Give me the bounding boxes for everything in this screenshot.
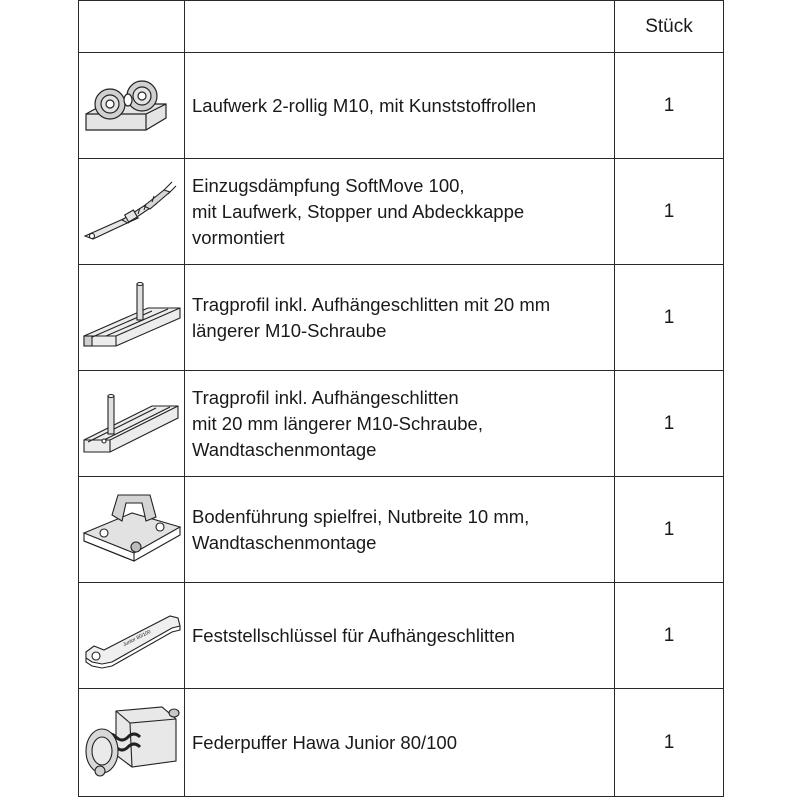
floor-guide-icon (82, 487, 182, 573)
item-description (185, 583, 615, 689)
item-image-cell (79, 477, 185, 583)
item-qty: 1 (615, 53, 724, 159)
item-qty: 1 (615, 477, 724, 583)
item-description (185, 689, 615, 797)
table-row (79, 265, 724, 371)
item-description (185, 53, 615, 159)
item-qty: 1 (615, 371, 724, 477)
item-description (185, 477, 615, 583)
table-header-row (79, 1, 724, 53)
parts-list-table (78, 0, 724, 797)
item-qty: 1 (615, 689, 724, 797)
item-image-cell (79, 583, 185, 689)
header-description-cell (185, 1, 615, 53)
item-image-cell (79, 159, 185, 265)
description-line: Tragprofil inkl. Aufhängeschlitten mit 20 mm (192, 293, 551, 315)
item-image-cell (79, 689, 185, 797)
description-line: Federpuffer Hawa Junior 80/100 (192, 731, 457, 753)
locking-wrench-icon (82, 596, 182, 676)
item-image-cell (79, 371, 185, 477)
table-row (79, 477, 724, 583)
table-row (79, 689, 724, 797)
header-qty-label: Stück (615, 1, 724, 53)
description-line: vormontiert (192, 226, 285, 248)
item-qty: 1 (615, 159, 724, 265)
description-line: mit 20 mm längerer M10-Schraube, (192, 412, 483, 434)
wrench-engraving: Junior 80/100 (121, 628, 152, 648)
item-qty: 1 (615, 265, 724, 371)
description-line: Feststellschlüssel für Aufhängeschlitten (192, 624, 515, 646)
item-qty: 1 (615, 583, 724, 689)
description-line: Bodenführung spielfrei, Nutbreite 10 mm, (192, 505, 530, 527)
table-row (79, 53, 724, 159)
soft-close-damper-icon (82, 172, 182, 252)
table-row (79, 583, 724, 689)
table-row (79, 371, 724, 477)
description-line: Laufwerk 2-rollig M10, mit Kunststoffrollen (192, 94, 537, 116)
support-profile-wall-icon (82, 384, 182, 464)
description-line: längerer M10-Schraube (192, 319, 387, 341)
description-line: Tragprofil inkl. Aufhängeschlitten (192, 386, 459, 408)
description-line: Einzugsdämpfung SoftMove 100, (192, 174, 465, 196)
item-description (185, 265, 615, 371)
item-image-cell (79, 53, 185, 159)
item-image-cell (79, 265, 185, 371)
description-line: mit Laufwerk, Stopper und Abdeckkappe (192, 200, 525, 222)
support-profile-icon (82, 278, 182, 358)
item-description (185, 159, 615, 265)
header-image-cell (79, 1, 185, 53)
description-line: Wandtaschenmontage (192, 438, 377, 460)
spring-buffer-icon (82, 697, 182, 789)
description-line: Wandtaschenmontage (192, 531, 377, 553)
item-description (185, 371, 615, 477)
table-row (79, 159, 724, 265)
roller-carriage-icon (82, 66, 182, 146)
